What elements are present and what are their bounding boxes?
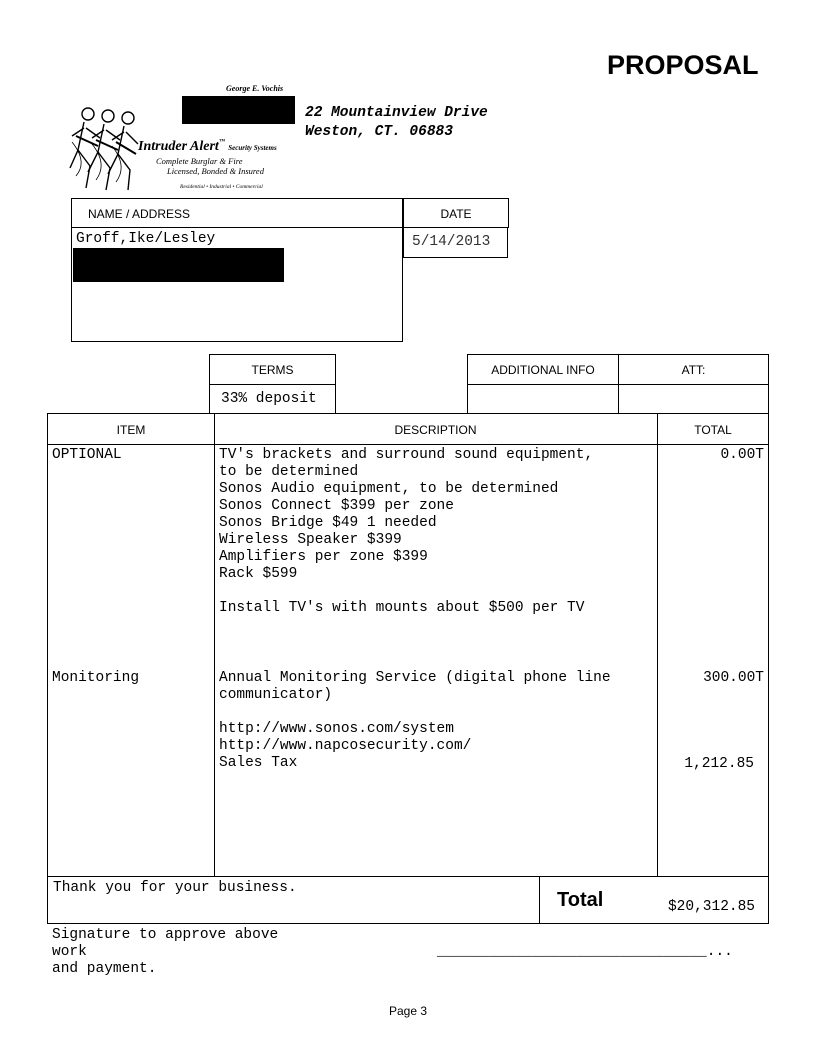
row-2-description [219,670,611,772]
att-header [618,354,769,385]
name-address-box [71,227,403,342]
running-figures-icon [68,106,140,192]
additional-info-box [467,384,619,414]
additional-info-header [467,354,619,385]
row-1-description-line: Sonos Bridge $49 1 needed [219,515,437,531]
logo-owner: George E. Vochis [226,84,284,93]
thanks-box [47,876,540,924]
row-1-description [219,447,593,617]
row-2-description-line: http://www.sonos.com/system [219,721,454,737]
att-box [618,384,769,414]
date-header [403,198,509,228]
items-table [47,413,769,877]
row-1-description-line: to be determined [219,464,359,480]
row-2-description-line: Sales Tax [219,755,298,771]
row-2-total: 300.00T [703,670,764,686]
terms-header [209,354,336,385]
row-2-description-line: http://www.napcosecurity.com/ [219,738,472,754]
company-logo [68,84,300,196]
row-1-description-line: Sonos Audio equipment, to be determined [219,481,559,497]
column-divider-item [214,414,215,876]
name-address-label: NAME / ADDRESS [88,207,191,221]
customer-name: Groff,Ike/Lesley [76,231,216,247]
total-value: $20,312.85 [667,899,755,915]
row-1-item: OPTIONAL [52,447,122,463]
page-number: Page 3 [388,1004,428,1018]
row-1-total: 0.00T [720,447,764,463]
column-header-item: ITEM [116,423,146,437]
row-2-description-line: communicator) [219,687,333,703]
terms-box [209,384,336,414]
logo-brand: Intruder Alert™ Security Systems [138,139,277,154]
date-box [403,227,508,258]
company-address-line-2: Weston, CT. 06883 [305,124,453,140]
date-value: 5/14/2013 [412,234,491,250]
row-1-description-line: Sonos Connect $399 per zone [219,498,454,514]
logo-brand-text: Intruder Alert [138,139,219,154]
additional-info-label: ADDITIONAL INFO [491,363,595,377]
sales-tax-total: 1,212.85 [684,756,754,772]
total-box [539,876,769,924]
signature-instructions [52,927,278,978]
row-1-description-line: Install TV's with mounts about $500 per TV [219,600,585,616]
row-2-description-line: Annual Monitoring Service (digital phone line [219,670,611,686]
row-2-item: Monitoring [52,670,140,686]
signature-line-3: and payment. [52,961,157,977]
att-label: ATT: [681,363,706,377]
logo-tagline-3: Residential • Industrial • Commercial [180,184,263,190]
total-label: Total [557,889,604,911]
thank-you-message: Thank you for your business. [53,880,297,896]
terms-label: TERMS [251,363,294,377]
row-1-description-line: Rack $599 [219,566,298,582]
date-label: DATE [440,207,472,221]
signature-line-1: Signature to approve above [52,927,279,943]
row-1-description-line: Wireless Speaker $399 [219,532,402,548]
signature-line-2: work [52,944,87,960]
logo-brand-suffix: Security Systems [228,144,277,152]
row-2-description-line [219,704,611,721]
name-address-header [71,198,403,228]
logo-tagline-2: Licensed, Bonded & Insured [167,166,264,176]
column-header-description: DESCRIPTION [394,423,477,437]
redacted-address [73,248,284,282]
row-1-description-line: TV's brackets and surround sound equipment, [219,447,594,463]
signature-line[interactable]: _______________________________... [437,944,733,960]
column-divider-total [657,414,658,876]
redacted-block [182,96,295,124]
company-address-line-1: 22 Mountainview Drive [305,105,488,121]
logo-tagline-1: Complete Burglar & Fire [156,156,243,166]
row-1-description-line: Amplifiers per zone $399 [219,549,428,565]
terms-value: 33% deposit [221,391,317,407]
column-header-total: TOTAL [694,423,732,437]
table-header-divider [48,444,768,445]
page-title: PROPOSAL [607,50,759,80]
row-1-description-line [219,583,593,600]
